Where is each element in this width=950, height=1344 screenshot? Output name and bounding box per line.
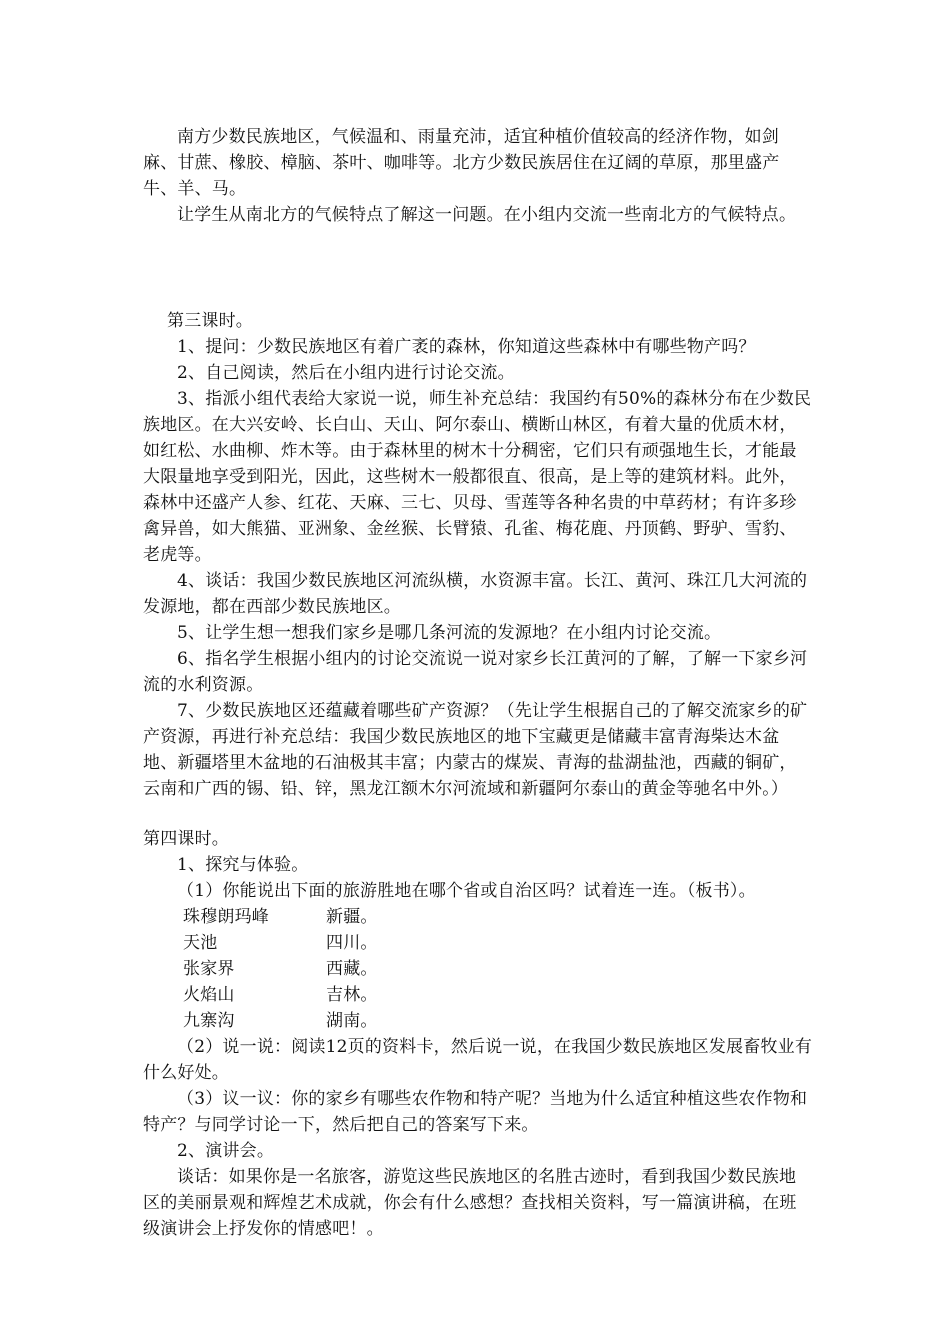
section-spacer — [143, 802, 813, 826]
matching-region: 湖南。 — [326, 1011, 378, 1031]
matching-place: 九寨沟 — [183, 1011, 235, 1031]
matching-row — [143, 930, 813, 956]
lesson4-item: 1、探究与体验。 — [177, 855, 309, 875]
matching-row — [143, 956, 813, 982]
matching-row — [143, 1008, 813, 1034]
lesson3-paragraph: 6、指名学生根据小组内的讨论交流说一说对家乡长江黄河的了解，了解一下家乡河流的水利资源。 — [143, 649, 808, 695]
matching-place: 张家界 — [183, 959, 235, 979]
matching-region: 吉林。 — [326, 985, 378, 1005]
lesson4-question: （3）议一议：你的家乡有哪些农作物和特产呢？当地为什么适宜种植这些农作物和特产？与同学讨论一下，然后把自己的答案写下来。 — [143, 1089, 808, 1135]
lesson3-paragraph: 7、少数民族地区还蕴藏着哪些矿产资源？（先让学生根据自己的了解交流家乡的矿产资源，再进行补充总结：我国少数民族地区的地下宝藏更是储藏丰富青海柴达木盆地、新疆塔里木盆地的石油极其丰富；内蒙古的煤炭、青海的盐湖盐池，西藏的铜矿，云南和广西的锡、铅、锌，黑龙江额木尔河流域和新疆阿尔泰山的黄金等驰名中外。） — [143, 701, 808, 799]
matching-row — [143, 904, 813, 930]
matching-place: 珠穆朗玛峰 — [183, 907, 269, 927]
document-page — [143, 124, 813, 1242]
matching-list — [143, 904, 813, 1034]
matching-place: 火焰山 — [183, 985, 235, 1005]
matching-row — [143, 982, 813, 1008]
matching-region: 西藏。 — [326, 959, 378, 979]
intro-paragraph: 让学生从南北方的气候特点了解这一问题。在小组内交流一些南北方的气候特点。 — [177, 205, 797, 225]
lesson3-paragraph: 3、指派小组代表给大家说一说，师生补充总结：我国约有50%的森林分布在少数民族地区。在大兴安岭、长白山、天山、阿尔泰山、横断山林区，有着大量的优质木材，如红松、水曲柳、炸木等。由于森林里的树木十分稠密，它们只有顽强地生长，才能最大限量地享受到阳光，因此，这些树木一般都很直、很高，是上等的建筑材料。此外，森林中还盛产人参、红花、天麻、三七、贝母、雪莲等各种名贵的中草药材；有许多珍禽异兽，如大熊猫、亚洲象、金丝猴、长臂猿、孔雀、梅花鹿、丹顶鹤、野驴、雪豹、老虎等。 — [143, 389, 812, 565]
lesson3-paragraph: 2、自己阅读，然后在小组内进行讨论交流。 — [177, 363, 515, 383]
intro-paragraph: 南方少数民族地区，气候温和、雨量充沛，适宜种植价值较高的经济作物，如剑麻、甘蔗、橡胶、樟脑、茶叶、咖啡等。北方少数民族居住在辽阔的草原，那里盛产牛、羊、马。 — [143, 127, 780, 199]
lesson4-question: （1）你能说出下面的旅游胜地在哪个省或自治区吗？试着连一连。（板书）。 — [177, 881, 756, 901]
lesson4-heading: 第四课时。 — [143, 829, 229, 849]
section-spacer — [143, 228, 813, 308]
lesson3-paragraph: 1、提问：少数民族地区有着广袤的森林，你知道这些森林中有哪些物产吗？ — [177, 337, 756, 357]
lesson4-item: 2、演讲会。 — [177, 1141, 275, 1161]
matching-region: 四川。 — [326, 933, 378, 953]
lesson4-question: （2）说一说：阅读12页的资料卡，然后说一说，在我国少数民族地区发展畜牧业有什么好处。 — [143, 1037, 813, 1083]
lesson3-paragraph: 5、让学生想一想我们家乡是哪几条河流的发源地？在小组内讨论交流。 — [177, 623, 722, 643]
matching-place: 天池 — [183, 933, 218, 953]
lesson3-heading: 第三课时。 — [167, 311, 253, 331]
matching-region: 新疆。 — [326, 907, 378, 927]
lesson3-paragraph: 4、谈话：我国少数民族地区河流纵横，水资源丰富。长江、黄河、珠江几大河流的发源地，都在西部少数民族地区。 — [143, 571, 808, 617]
lesson4-talk: 谈话：如果你是一名旅客，游览这些民族地区的名胜古迹时，看到我国少数民族地区的美丽景观和辉煌艺术成就，你会有什么感想？查找相关资料，写一篇演讲稿，在班级演讲会上抒发你的情感吧！。 — [143, 1167, 797, 1239]
